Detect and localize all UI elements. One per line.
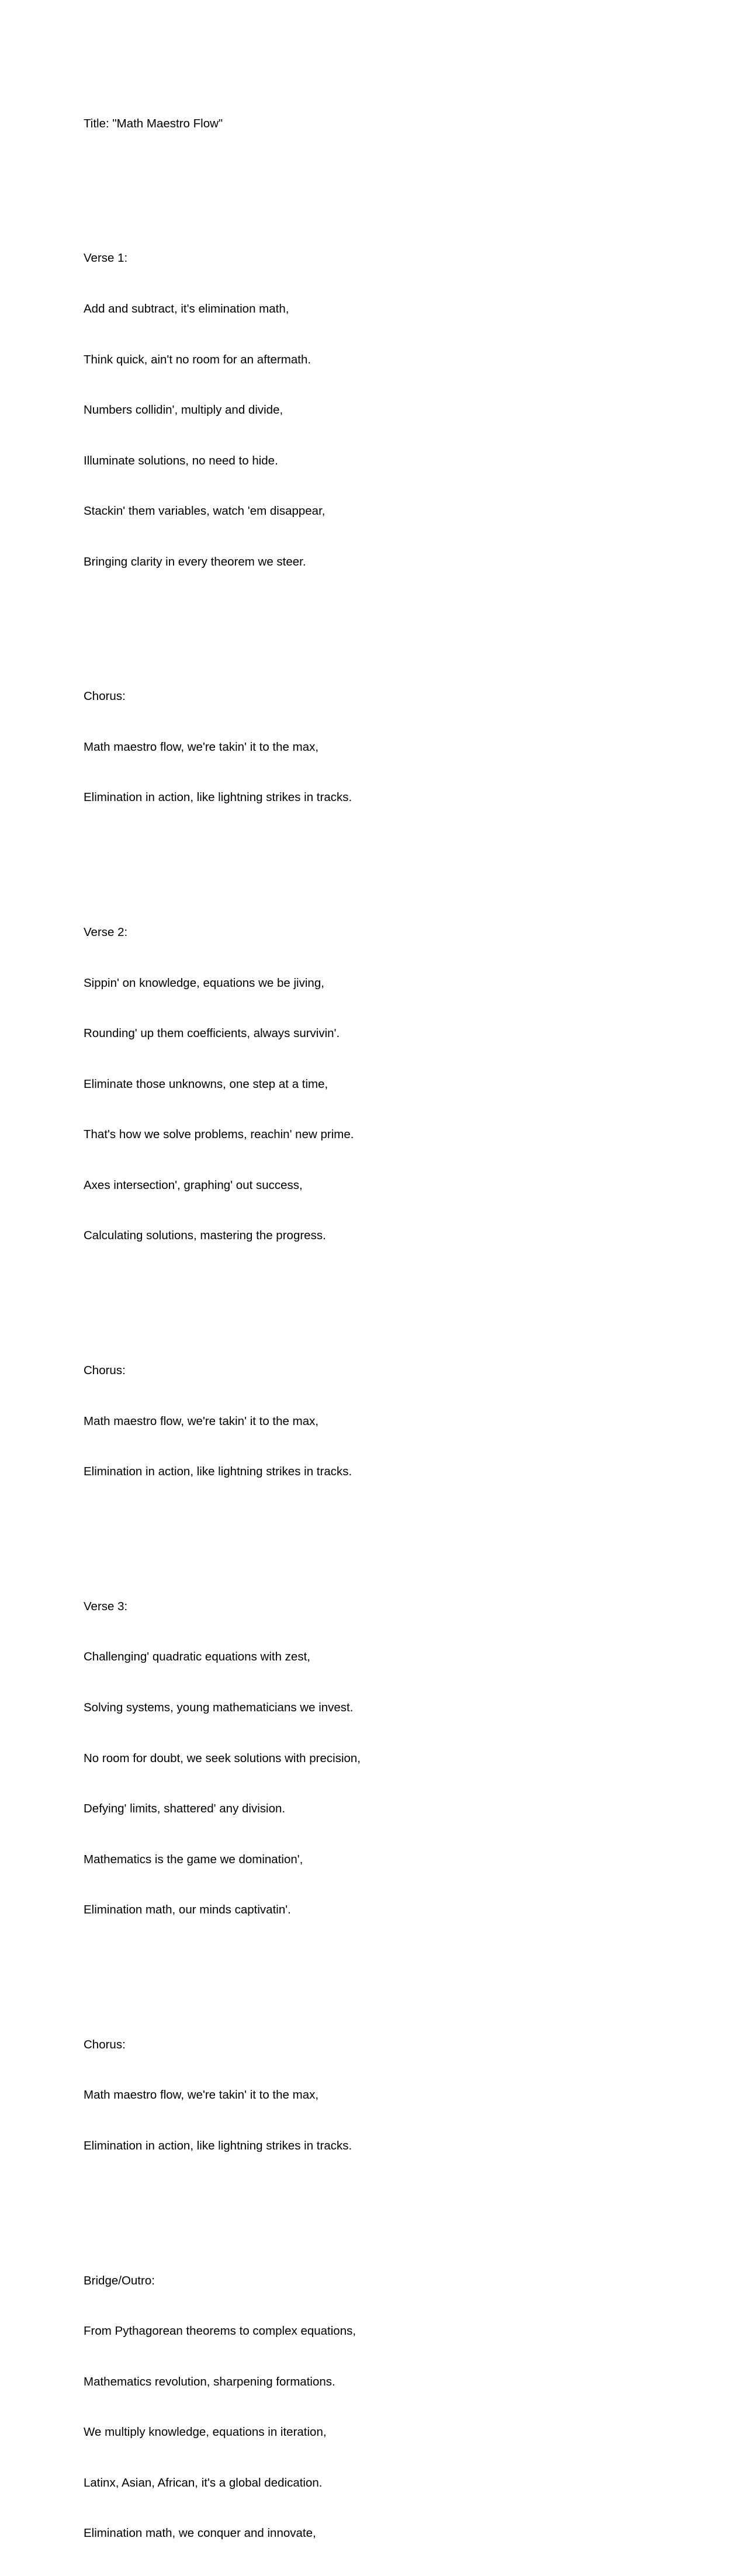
section-heading-chorus: Chorus: bbox=[84, 689, 126, 703]
lyric-line: Axes intersection', graphing' out success, bbox=[84, 1178, 303, 1192]
lyric-line: We multiply knowledge, equations in iteration, bbox=[84, 2425, 327, 2439]
blank-line bbox=[84, 166, 361, 183]
lyric-line: Stackin' them variables, watch 'em disappear, bbox=[84, 504, 325, 518]
lyric-line: Eliminate those unknowns, one step at a time, bbox=[84, 1077, 328, 1091]
lyric-line: Challenging' quadratic equations with zest, bbox=[84, 1650, 310, 1664]
lyric-line: Solving systems, young mathematicians we invest. bbox=[84, 1701, 354, 1714]
lyric-line: That's how we solve problems, reachin' new prime. bbox=[84, 1128, 354, 1142]
lyric-line: Numbers collidin', multiply and divide, bbox=[84, 403, 283, 417]
lyric-line: Calculating solutions, mastering the progress. bbox=[84, 1229, 326, 1243]
blank-line bbox=[84, 1278, 361, 1295]
section-heading-verse-2: Verse 2: bbox=[84, 925, 128, 939]
lyric-line: Elimination in action, like lightning strikes in tracks. bbox=[84, 791, 352, 805]
lyric-line: Elimination math, our minds captivatin'. bbox=[84, 1903, 291, 1917]
lyric-line: Mathematics is the game we domination', bbox=[84, 1852, 303, 1866]
lyric-line: Think quick, ain't no room for an aftermath. bbox=[84, 352, 311, 366]
section-heading-bridge-outro: Bridge/Outro: bbox=[84, 2273, 155, 2287]
lyric-line: Add and subtract, it's elimination math, bbox=[84, 301, 289, 316]
section-heading-chorus: Chorus: bbox=[84, 1364, 126, 1378]
lyric-line: Sippin' on knowledge, equations we be jiving, bbox=[84, 976, 324, 990]
lyric-line: Math maestro flow, we're takin' it to the max, bbox=[84, 740, 319, 754]
lyric-line: No room for doubt, we seek solutions with precision, bbox=[84, 1751, 361, 1765]
blank-line bbox=[84, 1514, 361, 1531]
lyric-line: Math maestro flow, we're takin' it to the max, bbox=[84, 2088, 319, 2102]
section-heading-verse-1: Verse 1: bbox=[84, 251, 128, 265]
lyrics-body bbox=[84, 82, 361, 2576]
lyric-line: Mathematics revolution, sharpening formations. bbox=[84, 2374, 335, 2388]
document-title: Title: "Math Maestro Flow" bbox=[84, 116, 223, 130]
lyric-line: Elimination in action, like lightning strikes in tracks. bbox=[84, 2138, 352, 2152]
lyric-line: Defying' limits, shattered' any division. bbox=[84, 1802, 286, 1816]
blank-line bbox=[84, 604, 361, 621]
blank-line bbox=[84, 2188, 361, 2205]
section-heading-verse-3: Verse 3: bbox=[84, 1599, 128, 1613]
lyric-line: Elimination in action, like lightning strikes in tracks. bbox=[84, 1465, 352, 1479]
blank-line bbox=[84, 1953, 361, 1970]
lyric-line: Rounding' up them coefficients, always survivin'. bbox=[84, 1027, 340, 1041]
lyric-line: Latinx, Asian, African, it's a global dedication. bbox=[84, 2476, 323, 2490]
lyric-line: Bringing clarity in every theorem we steer. bbox=[84, 554, 306, 568]
lyric-line: Elimination math, we conquer and innovate, bbox=[84, 2526, 316, 2540]
blank-line bbox=[84, 840, 361, 857]
lyric-line: From Pythagorean theorems to complex equations, bbox=[84, 2324, 356, 2338]
section-heading-chorus: Chorus: bbox=[84, 2037, 126, 2051]
lyric-line: Illuminate solutions, no need to hide. bbox=[84, 453, 278, 467]
lyric-line: Math maestro flow, we're takin' it to the max, bbox=[84, 1414, 319, 1428]
